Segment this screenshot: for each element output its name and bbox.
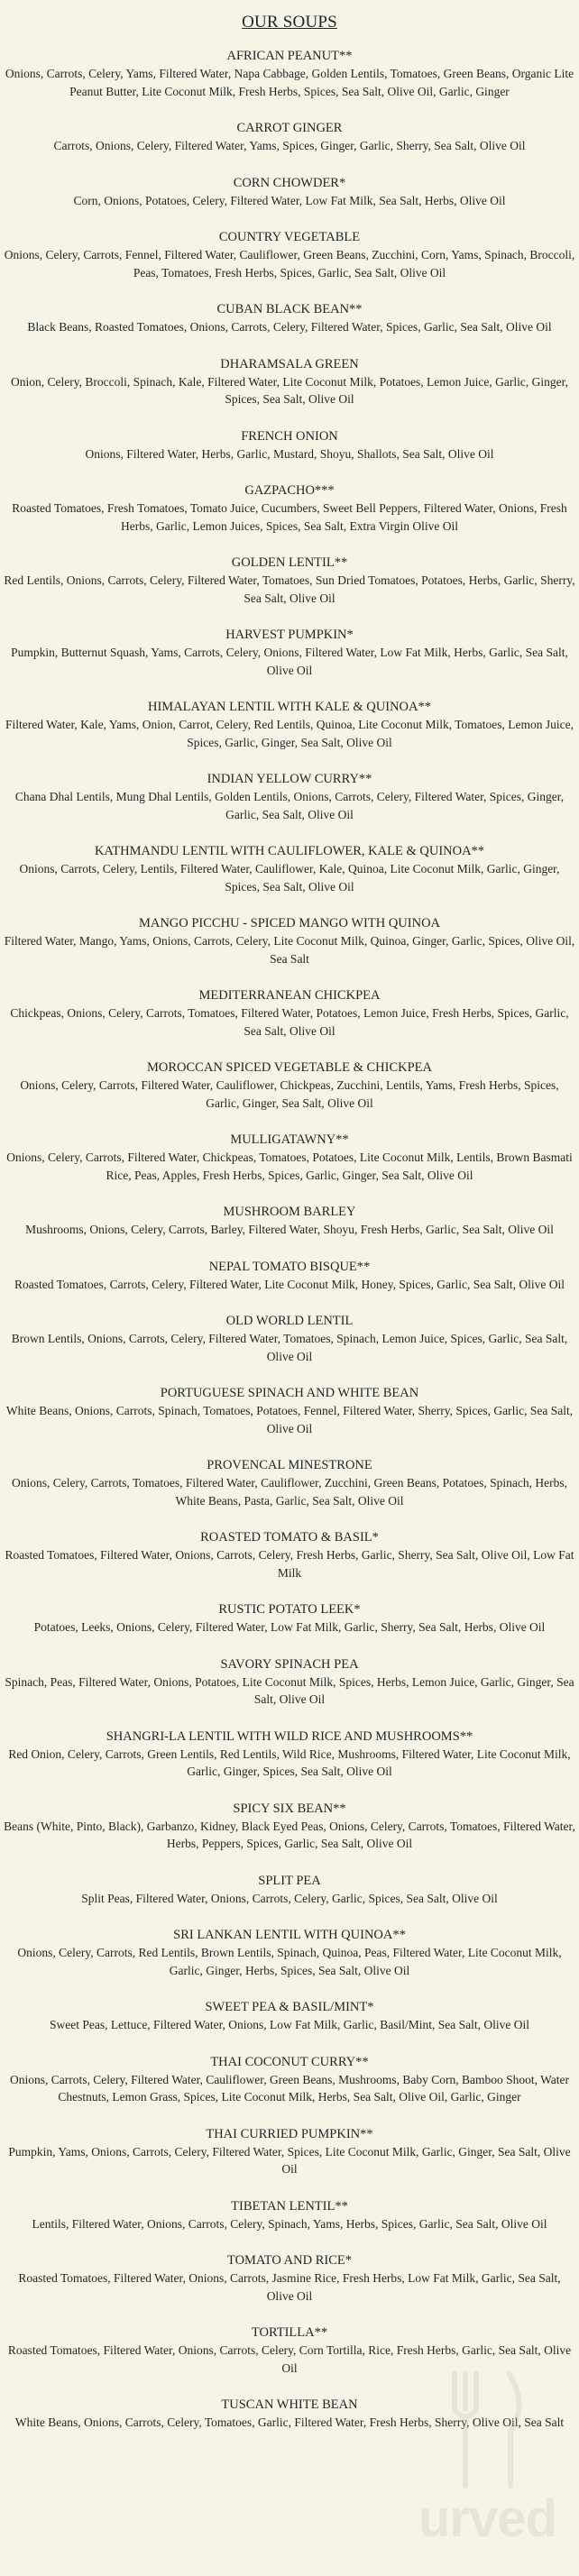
soup-ingredients: Brown Lentils, Onions, Carrots, Celery, Filtered Water, Tomatoes, Spinach, Lemon Juice, Spices, Garlic, Sea Salt, Olive Oil — [11, 1332, 568, 1363]
soup-name: HIMALAYAN LENTIL WITH KALE & QUINOA** — [148, 700, 431, 714]
soup-ingredients: Black Beans, Roasted Tomatoes, Onions, Carrots, Celery, Filtered Water, Spices, Garlic, Sea Salt, Olive Oil — [27, 320, 552, 334]
soup-name: PROVENCAL MINESTRONE — [207, 1458, 372, 1472]
soup-name: AFRICAN PEANUT** — [226, 49, 353, 63]
soup-name: FRENCH ONION — [241, 428, 338, 444]
soup-item — [0, 2197, 579, 2233]
soup-ingredients: White Beans, Onions, Carrots, Celery, Tomatoes, Garlic, Filtered Water, Fresh Herbs, Sherry, Olive Oil, Sea Salt — [14, 2416, 565, 2429]
soup-ingredients: Onion, Celery, Broccoli, Spinach, Kale, Filtered Water, Lite Coconut Milk, Potatoes, Lemon Juice, Garlic, Ginger, Spices, Sea Salt, Olive Oil — [11, 374, 568, 406]
soup-ingredients: Potatoes, Leeks, Onions, Celery, Filtered Water, Low Fat Milk, Garlic, Sherry, Sea Salt, Herbs, Olive Oil — [33, 1620, 546, 1634]
soup-ingredients: Roasted Tomatoes, Filtered Water, Onions, Carrots, Jasmine Rice, Fresh Herbs, Low Fat Milk, Garlic, Sea Salt, Olive Oil — [18, 2271, 561, 2303]
soup-item — [0, 2324, 579, 2377]
soup-item — [0, 1456, 579, 1509]
soup-name: COUNTRY VEGETABLE — [218, 230, 361, 244]
soup-ingredients: Chickpeas, Onions, Celery, Carrots, Tomatoes, Filtered Water, Potatoes, Lemon Juice, Fresh Herbs, Spices, Garlic, Sea Salt, Olive Oil — [10, 1006, 569, 1038]
soup-name: CARROT GINGER — [236, 121, 343, 135]
soup-item — [0, 2125, 579, 2178]
soup-item — [0, 1872, 579, 1908]
soup-list — [0, 47, 579, 2432]
soup-item — [0, 1800, 579, 1853]
watermark-text: urved — [418, 2489, 556, 2548]
soup-item — [0, 626, 579, 679]
soup-ingredients: Onions, Filtered Water, Herbs, Garlic, Mustard, Shoyu, Shallots, Sea Salt, Olive Oil — [85, 446, 494, 461]
soup-name: MANGO PICCHU - SPICED MANGO WITH QUINOA — [138, 916, 441, 930]
soup-item — [0, 355, 579, 408]
soup-ingredients: Split Peas, Filtered Water, Onions, Carrots, Celery, Garlic, Spices, Sea Salt, Olive Oil — [81, 1891, 498, 1905]
soup-item — [0, 554, 579, 607]
page-title: OUR SOUPS — [242, 13, 337, 32]
soup-ingredients: Roasted Tomatoes, Fresh Tomatoes, Tomato Juice, Cucumbers, Sweet Bell Peppers, Filtered Water, Onions, Fresh Herbs, Garlic, Lemon Juices, Spices, Sea Salt, Extra Virgin Olive Oil — [12, 501, 567, 533]
soup-item — [0, 1384, 579, 1437]
soup-ingredients: Red Onion, Celery, Carrots, Green Lentils, Red Lentils, Wild Rice, Mushrooms, Filtered Water, Lite Coconut Milk, Garlic, Ginger, Spices, Sea Salt, Olive Oil — [8, 1746, 571, 1778]
soup-ingredients: Pumpkin, Butternut Squash, Yams, Carrots, Celery, Onions, Filtered Water, Low Fat Milk, Herbs, Garlic, Sea Salt, Olive Oil — [11, 646, 568, 677]
soup-name: THAI CURRIED PUMPKIN** — [206, 2126, 373, 2141]
soup-ingredients: Beans (White, Pinto, Black), Garbanzo, Kidney, Black Eyed Peas, Onions, Celery, Carrots, Tomatoes, Filtered Water, Herbs, Peppers, Spices, Garlic, Sea Salt, Olive Oil — [4, 1819, 575, 1850]
soup-item — [0, 1926, 579, 1979]
soup-item — [0, 770, 579, 823]
soup-ingredients: Onions, Celery, Carrots, Red Lentils, Brown Lentils, Spinach, Quinoa, Peas, Filtered Water, Lite Coconut Milk, Garlic, Ginger, Herbs, Spices, Sea Salt, Olive Oil — [17, 1946, 562, 1977]
soup-ingredients: Onions, Carrots, Celery, Filtered Water, Cauliflower, Green Beans, Mushrooms, Baby Corn, Bamboo Shoot, Water Chestnuts, Lemon Grass, Spices, Lite Coconut Milk, Herbs, Sea Salt, Olive Oil, Garlic, Ginger — [9, 2072, 570, 2104]
soup-name: SWEET PEA & BASIL/MINT* — [205, 2000, 374, 2014]
soup-item — [0, 1131, 579, 1184]
soup-name: SRI LANKAN LENTIL WITH QUINOA** — [173, 1928, 406, 1942]
soup-ingredients: Onions, Celery, Carrots, Tomatoes, Filtered Water, Cauliflower, Zucchini, Green Beans, Potatoes, Spinach, Herbs, White Beans, Pasta, Garlic, Sea Salt, Olive Oil — [12, 1476, 567, 1508]
soup-name: SAVORY SPINACH PEA — [220, 1656, 359, 1672]
soup-name: INDIAN YELLOW CURRY** — [207, 772, 372, 786]
soup-item — [0, 2053, 579, 2106]
soup-ingredients: Roasted Tomatoes, Carrots, Celery, Filtered Water, Lite Coconut Milk, Honey, Spices, Garlic, Sea Salt, Olive Oil — [14, 1277, 565, 1291]
soup-item — [0, 1203, 579, 1239]
soup-name: SPLIT PEA — [258, 1873, 321, 1888]
soup-item — [0, 1728, 579, 1781]
soup-item — [0, 986, 579, 1040]
soup-ingredients: Red Lentils, Onions, Carrots, Celery, Filtered Water, Tomatoes, Sun Dried Tomatoes, Potatoes, Herbs, Garlic, Sherry, Sea Salt, Olive Oil — [4, 573, 575, 605]
soup-item — [0, 914, 579, 967]
soup-item — [0, 47, 579, 100]
soup-item — [0, 1258, 579, 1294]
soup-name: DHARAMSALA GREEN — [220, 356, 359, 371]
soup-ingredients: Onions, Carrots, Celery, Lentils, Filtered Water, Cauliflower, Kale, Quinoa, Lite Coconut Milk, Garlic, Ginger, Spices, Sea Salt, Olive Oil — [19, 862, 560, 894]
soup-name: TORTILLA** — [251, 2325, 328, 2340]
soup-ingredients: Filtered Water, Mango, Yams, Onions, Carrots, Celery, Lite Coconut Milk, Quinoa, Ginger, Garlic, Spices, Olive Oil, Sea Salt — [4, 934, 575, 966]
soup-item — [0, 1312, 579, 1365]
soup-name: KATHMANDU LENTIL WITH CAULIFLOWER, KALE & QUINOA** — [94, 844, 485, 858]
soup-name: GOLDEN LENTIL** — [231, 555, 348, 570]
soup-name: MEDITERRANEAN CHICKPEA — [198, 988, 381, 1003]
soup-name: MUSHROOM BARLEY — [223, 1205, 356, 1219]
soup-item — [0, 228, 579, 281]
soup-name: OLD WORLD LENTIL — [225, 1314, 354, 1328]
soup-name: SHANGRI-LA LENTIL WITH WILD RICE AND MUSHROOMS** — [106, 1728, 473, 1744]
soup-ingredients: White Beans, Onions, Carrots, Spinach, Tomatoes, Potatoes, Fennel, Filtered Water, Sherry, Spices, Garlic, Sea Salt, Olive Oil — [5, 1404, 574, 1435]
soup-item — [0, 1655, 579, 1709]
soup-name: GAZPACHO*** — [244, 483, 335, 498]
soup-item — [0, 2251, 579, 2305]
soup-name: SPICY SIX BEAN** — [233, 1801, 346, 1816]
soup-ingredients: Pumpkin, Yams, Onions, Carrots, Celery, Filtered Water, Spices, Lite Coconut Milk, Garlic, Ginger, Sea Salt, Olive Oil — [8, 2144, 571, 2176]
soup-ingredients: Sweet Peas, Lettuce, Filtered Water, Onions, Low Fat Milk, Garlic, Basil/Mint, Sea Salt, Olive Oil — [49, 2018, 530, 2031]
soup-name: CUBAN BLACK BEAN** — [216, 302, 363, 316]
soup-ingredients: Roasted Tomatoes, Filtered Water, Onions, Carrots, Celery, Fresh Herbs, Garlic, Sherry, Sea Salt, Olive Oil, Low Fat Milk — [5, 1548, 574, 1580]
soup-name: TIBETAN LENTIL** — [231, 2198, 348, 2214]
soup-item — [0, 300, 579, 336]
soup-item — [0, 119, 579, 155]
soup-item — [0, 1600, 579, 1636]
soup-name: PORTUGUESE SPINACH AND WHITE BEAN — [160, 1386, 419, 1400]
soup-ingredients: Roasted Tomatoes, Filtered Water, Onions, Carrots, Celery, Corn Tortilla, Rice, Fresh Herbs, Garlic, Sea Salt, Olive Oil — [7, 2343, 572, 2375]
soup-ingredients: Onions, Celery, Carrots, Filtered Water, Chickpeas, Tomatoes, Potatoes, Lite Coconut Milk, Lentils, Brown Basmati Rice, Peas, Apples, Fresh Herbs, Spices, Garlic, Ginger, Sea Salt, Olive Oil — [6, 1150, 573, 1182]
soup-name: ROASTED TOMATO & BASIL* — [200, 1530, 379, 1545]
soup-item — [0, 1059, 579, 1112]
soup-ingredients: Onions, Carrots, Celery, Yams, Filtered Water, Napa Cabbage, Golden Lentils, Tomatoes, Green Beans, Organic Lite Peanut Butter, Lite Coconut Milk, Fresh Herbs, Spices, Sea Salt, Olive Oil, Garlic, Ginger — [5, 67, 574, 98]
soup-name: TUSCAN WHITE BEAN — [221, 2397, 358, 2412]
soup-ingredients: Carrots, Onions, Celery, Filtered Water, Yams, Spices, Ginger, Garlic, Sherry, Sea Salt, Olive Oil — [53, 139, 526, 152]
soup-name: HARVEST PUMPKIN* — [225, 628, 354, 642]
soup-name: TOMATO AND RICE* — [226, 2253, 353, 2268]
soup-ingredients: Chana Dhal Lentils, Mung Dhal Lentils, Golden Lentils, Onions, Carrots, Celery, Filtered Water, Spices, Ginger, Garlic, Sea Salt, Olive Oil — [14, 790, 565, 821]
soup-name: MOROCCAN SPICED VEGETABLE & CHICKPEA — [147, 1060, 432, 1075]
soup-name: NEPAL TOMATO BISQUE** — [208, 1259, 371, 1274]
soup-ingredients: Mushrooms, Onions, Celery, Carrots, Barley, Filtered Water, Shoyu, Fresh Herbs, Garlic, Sea Salt, Olive Oil — [25, 1223, 554, 1236]
soup-name: RUSTIC POTATO LEEK* — [218, 1602, 361, 1617]
soup-item — [0, 481, 579, 535]
soup-ingredients: Onions, Celery, Carrots, Fennel, Filtered Water, Cauliflower, Green Beans, Zucchini, Corn, Yams, Spinach, Broccoli, Peas, Tomatoes, Fresh Herbs, Spices, Garlic, Sea Salt, Olive Oil — [4, 248, 575, 280]
soup-name: CORN CHOWDER* — [233, 175, 346, 190]
soup-ingredients: Onions, Celery, Carrots, Filtered Water, Cauliflower, Chickpeas, Zucchini, Lentils, Yams, Fresh Herbs, Spices, Garlic, Ginger, Sea Salt, Olive Oil — [20, 1078, 559, 1110]
soup-item — [0, 174, 579, 210]
soup-ingredients: Lentils, Filtered Water, Onions, Carrots, Celery, Spinach, Yams, Herbs, Spices, Garlic, Sea Salt, Olive Oil — [32, 2216, 547, 2231]
soup-ingredients: Filtered Water, Kale, Yams, Onion, Carrot, Celery, Red Lentils, Quinoa, Lite Coconut Milk, Tomatoes, Lemon Juice, Spices, Garlic, Ginger, Sea Salt, Olive Oil — [5, 718, 574, 749]
soup-name: MULLIGATAWNY** — [230, 1132, 349, 1147]
soup-item — [0, 842, 579, 895]
soup-name: THAI COCONUT CURRY** — [210, 2054, 369, 2069]
soup-item — [0, 427, 579, 463]
soup-item — [0, 1998, 579, 2034]
soup-item — [0, 698, 579, 751]
soup-ingredients: Corn, Onions, Potatoes, Celery, Filtered Water, Low Fat Milk, Sea Salt, Herbs, Olive Oil — [73, 193, 506, 207]
soup-item — [0, 1528, 579, 1581]
soup-ingredients: Spinach, Peas, Filtered Water, Onions, Potatoes, Lite Coconut Milk, Spices, Herbs, Lemon Juice, Garlic, Ginger, Sea Salt, Olive Oil — [5, 1674, 574, 1706]
soup-item — [0, 2396, 579, 2432]
